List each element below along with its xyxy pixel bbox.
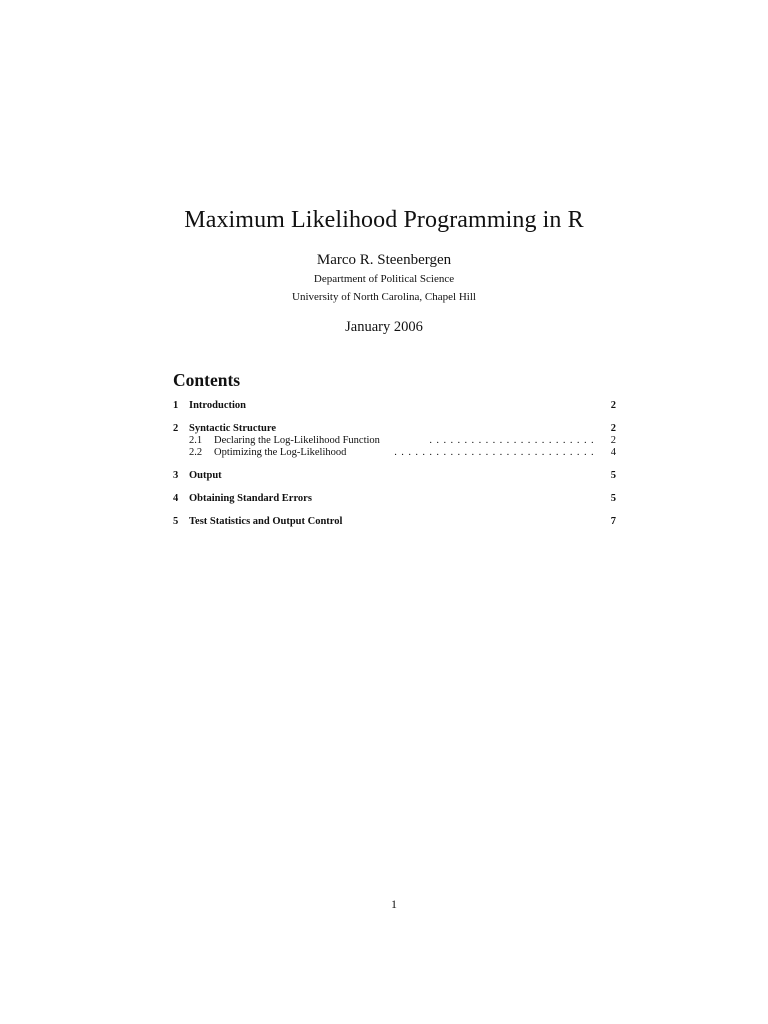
toc-entry-optimizing-log-likelihood[interactable] — [173, 446, 616, 460]
toc-section-number: 5 — [173, 516, 179, 527]
toc-leader-dots: ............................. — [394, 447, 598, 458]
toc-section-number: 1 — [173, 400, 179, 411]
author-department: Department of Political Science — [313, 273, 455, 285]
toc-page-number: 5 — [610, 470, 616, 481]
page-number: 1 — [391, 897, 397, 911]
toc-page-number: 5 — [610, 493, 616, 504]
toc-subsection-title: Declaring the Log-Likelihood Function — [214, 435, 380, 446]
toc-section-title: Output — [189, 470, 222, 481]
toc-section-number: 3 — [173, 470, 179, 481]
toc-subsection-number: 2.2 — [189, 447, 203, 458]
toc-section-title: Obtaining Standard Errors — [189, 493, 312, 504]
toc-section-title: Test Statistics and Output Control — [189, 516, 343, 527]
toc-entry-test-statistics[interactable] — [173, 515, 616, 529]
toc-subsection-number: 2.1 — [189, 435, 203, 446]
toc-page-number: 2 — [610, 435, 616, 446]
author-university: University of North Carolina, Chapel Hill — [292, 291, 476, 303]
toc-section-number: 4 — [173, 493, 179, 504]
toc-page-number: 2 — [610, 423, 616, 434]
toc-entry-standard-errors[interactable] — [173, 492, 616, 506]
toc-section-title: Syntactic Structure — [189, 423, 276, 434]
toc-page-number: 2 — [610, 400, 616, 411]
toc-subsection-title: Optimizing the Log-Likelihood — [214, 447, 347, 458]
contents-heading: Contents — [173, 370, 241, 390]
toc-entry-output[interactable] — [173, 469, 616, 483]
document-date: January 2006 — [345, 319, 423, 335]
toc-leader-dots: ........................ — [429, 435, 598, 446]
toc-entry-introduction[interactable] — [173, 399, 616, 413]
toc-page-number: 7 — [610, 516, 616, 527]
document-title: Maximum Likelihood Programming in R — [184, 207, 584, 233]
author-name: Marco R. Steenbergen — [316, 252, 452, 268]
toc-page-number: 4 — [610, 447, 616, 458]
toc-section-number: 2 — [173, 423, 179, 434]
toc-section-title: Introduction — [189, 400, 246, 411]
